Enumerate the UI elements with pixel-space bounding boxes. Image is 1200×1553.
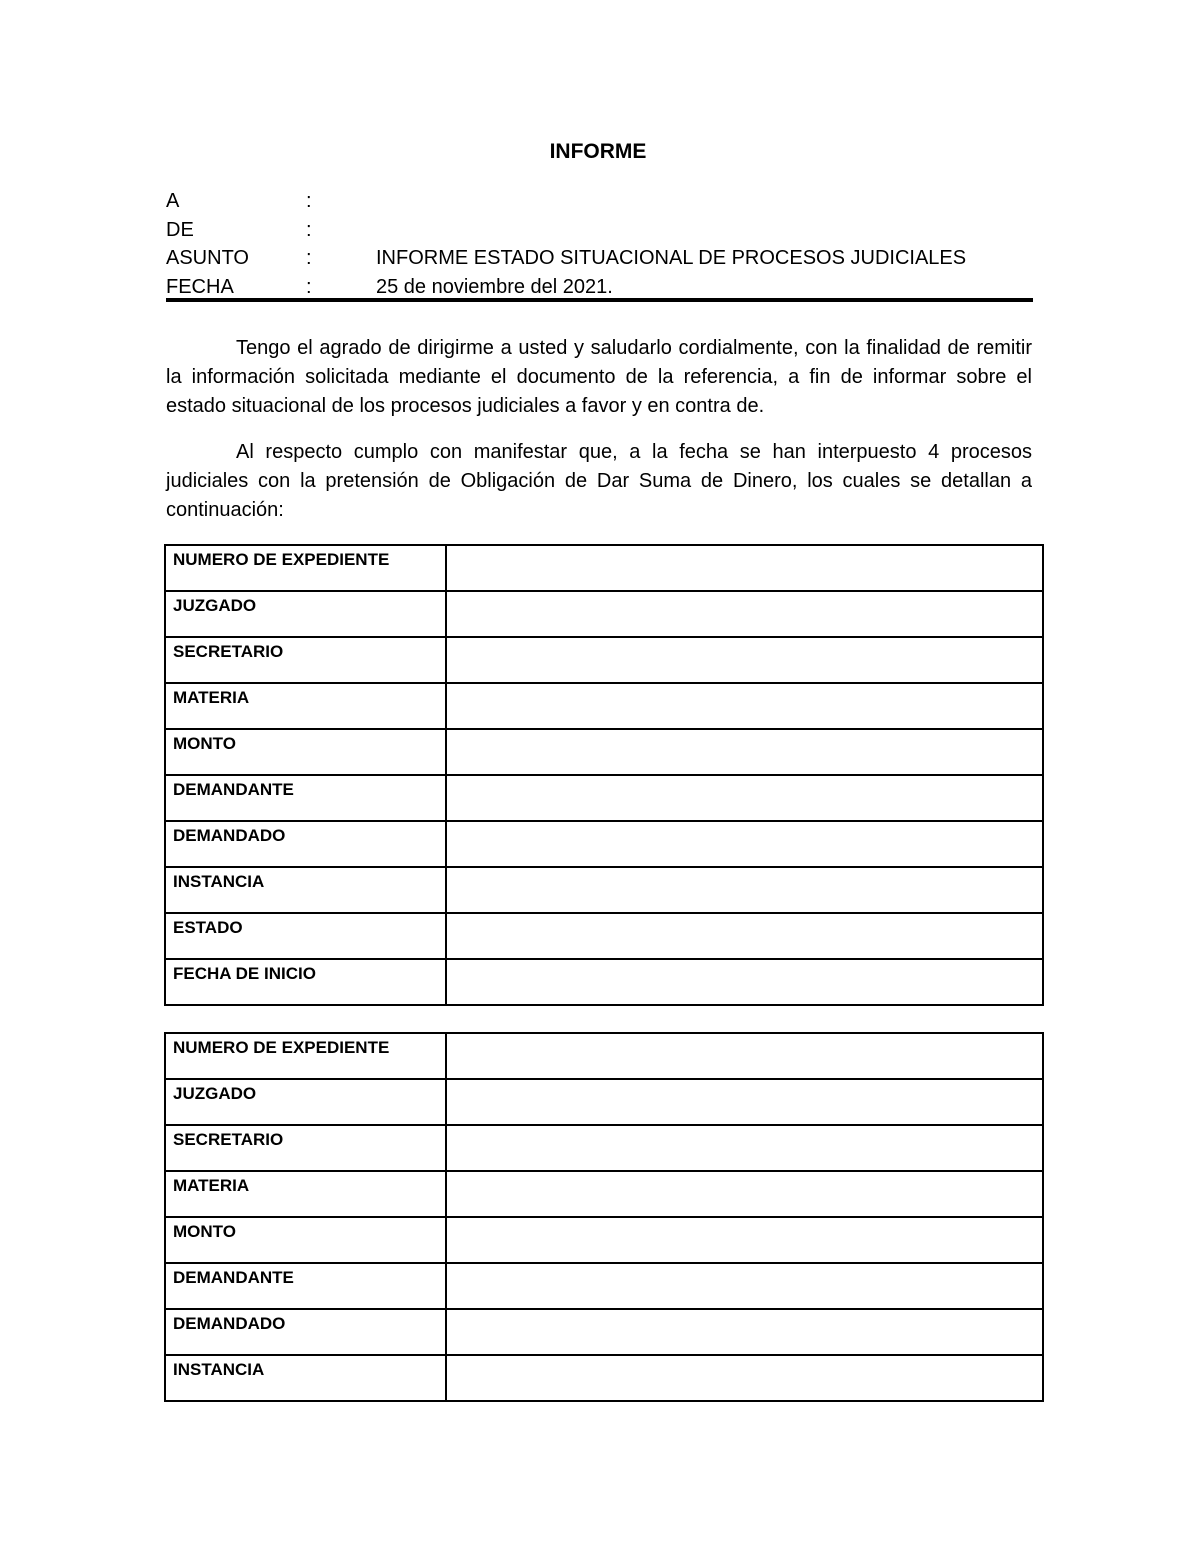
table-row — [165, 545, 1043, 591]
header-divider — [166, 298, 1033, 302]
memo-header-label: FECHA — [166, 275, 234, 298]
memo-header-row-a — [166, 188, 1032, 217]
document-title: INFORME — [549, 140, 647, 163]
field-label: FECHA DE INICIO — [165, 959, 446, 1005]
field-value[interactable] — [446, 1079, 1043, 1125]
memo-header-row-asunto — [166, 245, 1032, 274]
field-value[interactable] — [446, 1217, 1043, 1263]
memo-header-colon: : — [306, 275, 312, 298]
table-row — [165, 1309, 1043, 1355]
table-row — [165, 1171, 1043, 1217]
case-table-1 — [164, 544, 1044, 1006]
table-row — [165, 729, 1043, 775]
memo-header-value: 25 de noviembre del 2021. — [376, 275, 613, 298]
field-label: INSTANCIA — [165, 1355, 446, 1401]
table-row — [165, 1217, 1043, 1263]
field-value[interactable] — [446, 637, 1043, 683]
table-row — [165, 913, 1043, 959]
case-table-2 — [164, 1032, 1044, 1402]
field-label: NUMERO DE EXPEDIENTE — [165, 545, 446, 591]
field-value[interactable] — [446, 867, 1043, 913]
table-row — [165, 591, 1043, 637]
field-value[interactable] — [446, 1355, 1043, 1401]
field-label: DEMANDANTE — [165, 1263, 446, 1309]
field-value[interactable] — [446, 913, 1043, 959]
field-label: MATERIA — [165, 1171, 446, 1217]
table-row — [165, 1033, 1043, 1079]
field-value[interactable] — [446, 545, 1043, 591]
memo-header-colon: : — [306, 218, 312, 241]
field-value[interactable] — [446, 821, 1043, 867]
field-value[interactable] — [446, 729, 1043, 775]
field-label: JUZGADO — [165, 591, 446, 637]
field-label: MONTO — [165, 1217, 446, 1263]
memo-header — [166, 188, 1032, 302]
field-label: SECRETARIO — [165, 1125, 446, 1171]
field-label: JUZGADO — [165, 1079, 446, 1125]
field-value[interactable] — [446, 959, 1043, 1005]
memo-header-label: ASUNTO — [166, 247, 249, 269]
table-row — [165, 775, 1043, 821]
table-row — [165, 1125, 1043, 1171]
table-row — [165, 637, 1043, 683]
memo-header-row-de — [166, 217, 1032, 246]
field-label: NUMERO DE EXPEDIENTE — [165, 1033, 446, 1079]
field-label: DEMANDADO — [165, 1309, 446, 1355]
field-label: DEMANDADO — [165, 821, 446, 867]
table-row — [165, 683, 1043, 729]
field-value[interactable] — [446, 1309, 1043, 1355]
table-row — [165, 959, 1043, 1005]
field-value[interactable] — [446, 775, 1043, 821]
memo-header-colon: : — [306, 190, 312, 212]
field-value[interactable] — [446, 1125, 1043, 1171]
body-paragraph-1: Tengo el agrado de dirigirme a usted y saludarlo cordialmente, con la finalidad de remitir la información solicitada mediante el documento de la referencia, a fin de informar sobre el estado situacional de los procesos judiciales a favor y en contra de. — [166, 337, 1032, 417]
field-value[interactable] — [446, 1171, 1043, 1217]
body-paragraph-2: Al respecto cumplo con manifestar que, a la fecha se han interpuesto 4 procesos judiciales con la pretensión de Obligación de Dar Suma de Dinero, los cuales se detallan a continuación: — [166, 441, 1032, 521]
table-row — [165, 1355, 1043, 1401]
memo-header-value: INFORME ESTADO SITUACIONAL DE PROCESOS JUDICIALES — [376, 247, 967, 269]
memo-header-colon: : — [306, 247, 312, 269]
field-label: MATERIA — [165, 683, 446, 729]
field-value[interactable] — [446, 683, 1043, 729]
field-value[interactable] — [446, 591, 1043, 637]
field-label: SECRETARIO — [165, 637, 446, 683]
field-label: MONTO — [165, 729, 446, 775]
field-value[interactable] — [446, 1263, 1043, 1309]
field-label: INSTANCIA — [165, 867, 446, 913]
memo-header-label: A — [166, 190, 180, 212]
table-row — [165, 1079, 1043, 1125]
table-row — [165, 867, 1043, 913]
memo-header-label: DE — [166, 218, 194, 241]
table-row — [165, 1263, 1043, 1309]
field-value[interactable] — [446, 1033, 1043, 1079]
table-row — [165, 821, 1043, 867]
field-label: DEMANDANTE — [165, 775, 446, 821]
field-label: ESTADO — [165, 913, 446, 959]
